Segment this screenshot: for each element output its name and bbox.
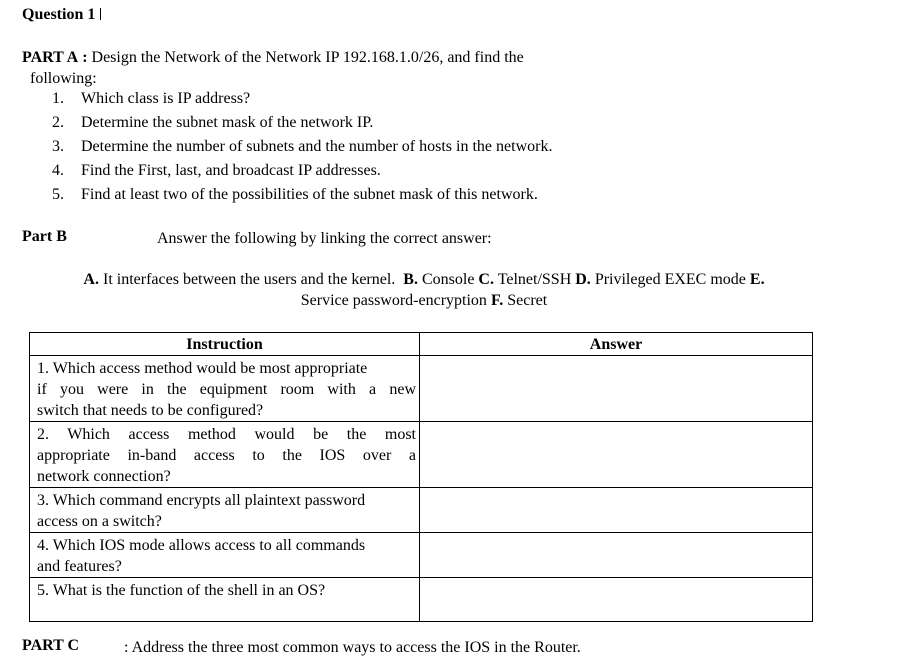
instruction-cell [30, 488, 420, 533]
instruction-cell [30, 422, 420, 488]
option-text: Telnet/SSH [497, 271, 572, 288]
instruction-line: 3. Which command encrypts all plaintext password [37, 492, 366, 509]
item-text: Find at least two of the possibilities of the subnet mask of this network. [81, 186, 538, 203]
table-row [30, 422, 813, 488]
part-b-label: Part B [22, 228, 67, 245]
instruction-cell [30, 356, 420, 422]
instruction-cell [30, 533, 420, 578]
instruction-line: switch that needs to be configured? [37, 402, 264, 419]
option-text: Console [421, 271, 475, 288]
question-title [22, 6, 102, 24]
answer-cell[interactable] [420, 533, 813, 578]
table-row [30, 533, 813, 578]
answer-cell[interactable] [420, 488, 813, 533]
instruction-cell [30, 578, 420, 622]
instruction-line: 4. Which IOS mode allows access to all commands [37, 537, 366, 554]
item-number: 1. [52, 90, 64, 107]
matching-table [29, 332, 813, 622]
option-letter: C. [478, 271, 494, 288]
table-row [30, 578, 813, 622]
answer-cell[interactable] [420, 578, 813, 622]
table-row [30, 356, 813, 422]
option-letter: B. [403, 271, 418, 288]
item-number: 4. [52, 162, 64, 179]
table-row [30, 488, 813, 533]
option-letter: F. [490, 292, 504, 309]
part-a-separator: : [82, 49, 88, 66]
part-a-intro [22, 47, 524, 68]
question-title-text: Question 1 [22, 6, 100, 23]
table-header-row [30, 333, 813, 356]
part-c-text: : Address the three most common ways to access the IOS in the Router. [124, 639, 581, 656]
item-text: Find the First, last, and broadcast IP addresses. [81, 162, 381, 179]
header-instruction: Instruction [30, 333, 420, 356]
instruction-line: appropriate in-band access to the IOS over a [37, 447, 416, 464]
instruction-line: and features? [37, 558, 122, 575]
option-letter: A. [83, 271, 99, 288]
option-letter: E. [749, 271, 765, 288]
header-answer: Answer [420, 333, 813, 356]
item-number: 3. [52, 138, 64, 155]
part-b-instruction: Answer the following by linking the correct answer: [157, 230, 492, 247]
instruction-line: network connection? [37, 468, 171, 485]
item-number: 2. [52, 114, 64, 131]
instruction-line: 2. Which access method would be the most [37, 426, 416, 443]
options-line-2 [29, 290, 819, 311]
option-letter: D. [575, 271, 591, 288]
part-a-label: PART A [22, 49, 79, 66]
option-text: Service password-encryption [300, 292, 487, 309]
item-text: Determine the number of subnets and the number of hosts in the network. [81, 138, 553, 155]
option-text: Secret [507, 292, 548, 309]
part-a-text-line2: following: [30, 70, 97, 87]
answer-cell[interactable] [420, 356, 813, 422]
instruction-line: 5. What is the function of the shell in an OS? [37, 582, 326, 599]
item-text: Which class is IP address? [81, 90, 251, 107]
part-a-text-line1: Design the Network of the Network IP 192.168.1.0/26, and find the [91, 49, 524, 66]
part-c-label: PART C [22, 637, 80, 654]
answer-cell[interactable] [420, 422, 813, 488]
option-text: It interfaces between the users and the kernel. [102, 271, 396, 288]
item-number: 5. [52, 186, 64, 203]
text-cursor [100, 8, 102, 20]
instruction-line: if you were in the equipment room with a new [37, 381, 416, 398]
instruction-line: 1. Which access method would be most appropriate [37, 360, 368, 377]
instruction-line: access on a switch? [37, 513, 162, 530]
item-text: Determine the subnet mask of the network IP. [81, 114, 374, 131]
option-text: Privileged EXEC mode [594, 271, 746, 288]
options-line-1 [29, 269, 819, 290]
part-b-options [29, 269, 819, 311]
